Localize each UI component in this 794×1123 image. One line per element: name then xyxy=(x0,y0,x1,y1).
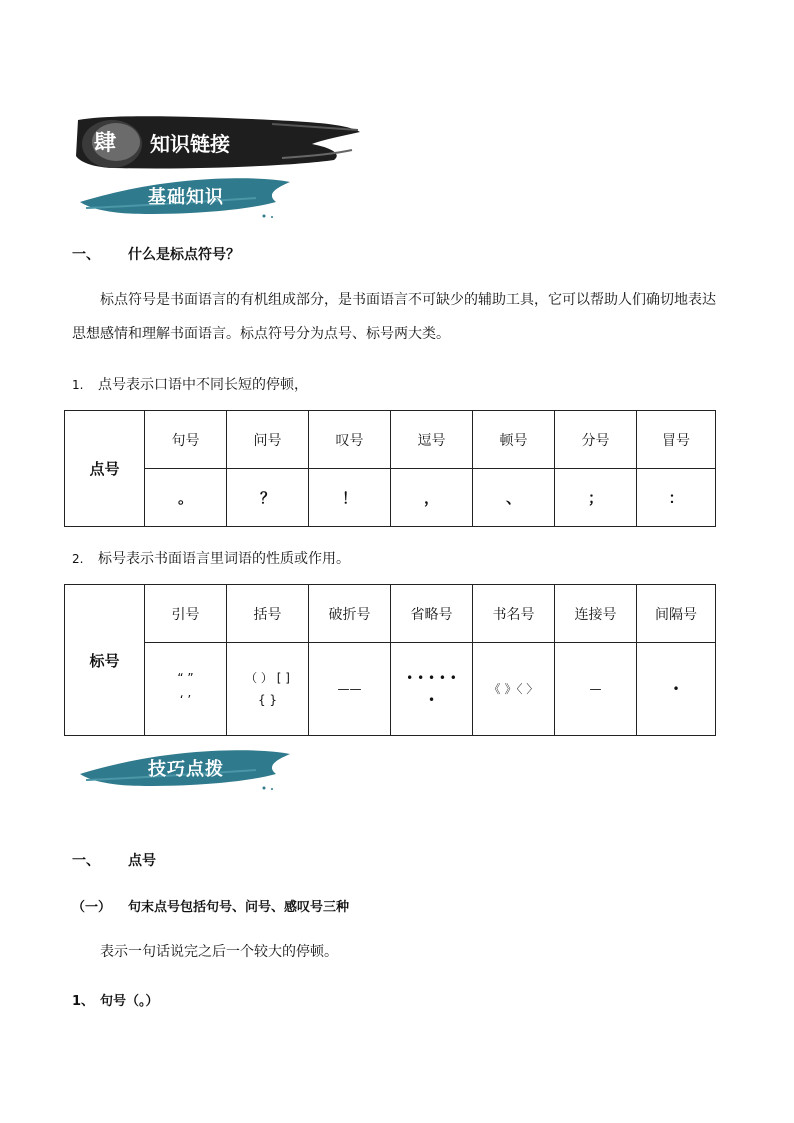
list-item xyxy=(72,374,308,394)
list-text: 点号表示口语中不同长短的停顿， xyxy=(98,377,308,393)
banner-number: 肆 xyxy=(94,130,117,156)
symbol-line: { } xyxy=(257,693,278,707)
subheading-banner-tips xyxy=(76,744,296,792)
list-item xyxy=(72,990,159,1009)
paragraph-line: 思想感情和理解书面语言。标点符号分为点号、标号两大类。 xyxy=(72,326,450,342)
table-cell: ？ xyxy=(227,469,309,527)
table-cell: 括号 xyxy=(227,585,309,643)
table-cell: 叹号 xyxy=(309,411,391,469)
table-cell xyxy=(227,643,309,736)
table-cell: 连接号 xyxy=(555,585,637,643)
table-cell: 分号 xyxy=(555,411,637,469)
table-cell xyxy=(145,643,227,736)
table-cell: 冒号 xyxy=(637,411,716,469)
table-cell xyxy=(637,643,716,736)
section-heading xyxy=(72,244,240,264)
subheading-label: 基础知识 xyxy=(148,187,224,208)
paragraph-line: 标点符号是书面语言的有机组成部分，是书面语言不可缺少的辅助工具，它可以帮助人们确切地表达 xyxy=(100,292,716,308)
table-cell: 破折号 xyxy=(309,585,391,643)
subsection-number: （一） xyxy=(72,900,112,915)
table-cell xyxy=(473,643,555,736)
symbol-line: （ ） [ ] xyxy=(245,671,290,685)
table-cell xyxy=(309,643,391,736)
symbol-line: —— xyxy=(337,682,362,696)
table-cell xyxy=(391,643,473,736)
list-text: 句号（。） xyxy=(100,994,159,1009)
table-cell: ： xyxy=(637,469,716,527)
list-number: 1、 xyxy=(72,994,95,1009)
symbol-line: ‘ ’ xyxy=(179,693,192,707)
table-cell: 问号 xyxy=(227,411,309,469)
table-row-header: 点号 xyxy=(65,411,145,527)
subheading-label: 技巧点拨 xyxy=(148,759,224,780)
paragraph-line: 表示一句话说完之后一个较大的停顿。 xyxy=(100,944,338,960)
symbol-line: • xyxy=(427,693,436,707)
table-cell: ， xyxy=(391,469,473,527)
table-cell: 书名号 xyxy=(473,585,555,643)
table-cell: 、 xyxy=(473,469,555,527)
pause-marks-table xyxy=(64,410,716,527)
section-title: 点号 xyxy=(128,853,156,869)
table-cell: 句号 xyxy=(145,411,227,469)
subheading-banner-basic xyxy=(76,172,296,220)
section-title: 什么是标点符号？ xyxy=(128,247,240,263)
section-heading xyxy=(72,850,156,870)
symbol-line: • • • • • xyxy=(406,671,457,685)
marks-table xyxy=(64,584,716,736)
subsection-heading xyxy=(72,896,349,915)
subsection-title: 句末点号包括句号、问号、感叹号三种 xyxy=(128,900,350,915)
section-number: 一、 xyxy=(72,853,100,869)
table-cell: 省略号 xyxy=(391,585,473,643)
symbol-line: • xyxy=(672,682,680,696)
list-number: 2. xyxy=(72,552,84,566)
table-cell: 间隔号 xyxy=(637,585,716,643)
table-cell: ； xyxy=(555,469,637,527)
list-item xyxy=(72,548,350,568)
list-text: 标号表示书面语言里词语的性质或作用。 xyxy=(98,551,350,567)
symbol-line: 《 》〈 〉 xyxy=(488,682,539,696)
table-cell: 逗号 xyxy=(391,411,473,469)
table-row-header: 标号 xyxy=(65,585,145,736)
table-cell: 引号 xyxy=(145,585,227,643)
section-number: 一、 xyxy=(72,247,100,263)
symbol-line: — xyxy=(589,682,602,696)
table-cell xyxy=(555,643,637,736)
table-cell: ！ xyxy=(309,469,391,527)
table-cell: 。 xyxy=(145,469,227,527)
banner-title: 知识链接 xyxy=(150,132,230,156)
list-number: 1. xyxy=(72,378,84,392)
table-cell: 顿号 xyxy=(473,411,555,469)
section-banner xyxy=(72,110,362,174)
symbol-line: “ ” xyxy=(177,671,194,685)
